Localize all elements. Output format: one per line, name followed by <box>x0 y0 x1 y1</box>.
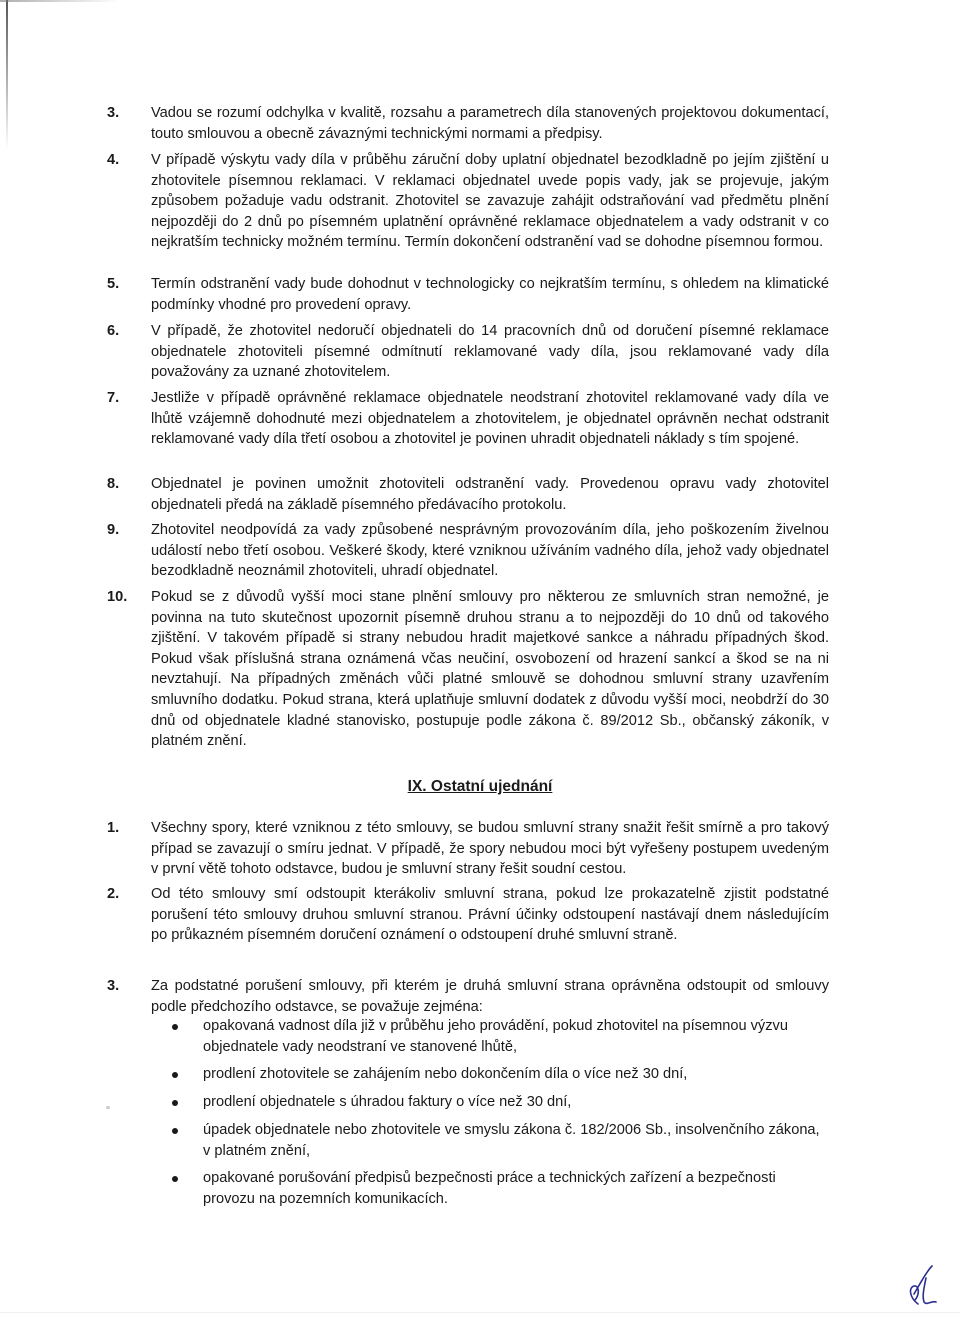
bullet-dot-icon <box>172 1176 178 1182</box>
clause-ix-2 <box>107 884 829 946</box>
clause-5 <box>107 274 829 315</box>
clause-8 <box>107 474 829 515</box>
clause-3 <box>107 103 829 144</box>
clause-text: Za podstatné porušení smlouvy, při kterém je druhá smluvní strana oprávněna odstoupit od smlouvy podle předchozího odstavce, se považuje zejména: <box>151 978 829 1015</box>
bullet-text: opakované porušování předpisů bezpečnosti práce a technických zařízení a bezpečnosti provozu na pozemních komunikacích. <box>203 1170 776 1207</box>
clause-text: Všechny spory, které vzniknou z této smlouvy, se budou smluvní strany snažit řešit smírně a pro takový případ se zavazují o smíru jednat. V případě, že spory nebudou moci být vyřešeny postupem uvedeným v první větě tohoto odstavce, budou je smluvní strany řešit soudní cestou. <box>151 820 829 878</box>
clause-number: 1. <box>107 820 120 836</box>
clause-7 <box>107 388 829 450</box>
bullet-dot-icon <box>172 1100 178 1106</box>
clause-text: Od této smlouvy smí odstoupit kterákoliv smluvní strana, pokud lze prokazatelně zjistit podstatné porušení této smlouvy druhou smluvní stranou. Právní účinky odstoupení nastávají dnem následujícím po průkazném písemném doručení oznámení o odstoupení druhé smluvní straně. <box>151 886 829 944</box>
clause-number: 3. <box>107 105 120 121</box>
clause-ix-1 <box>107 818 829 880</box>
bullet-item <box>172 1168 828 1209</box>
clause-text: Jestliže v případě oprávněné reklamace objednatele neodstraní zhotovitel reklamované vady díla ve lhůtě vzájemně dohodnuté mezi objednatelem a zhotovitelem, je objednatel oprávněn nechat odstranit reklamované vady díla třetí osobou a zhotovitel je povinen uhradit objednateli náklady s tím spojené. <box>151 390 829 448</box>
clause-6 <box>107 321 829 383</box>
clause-number: 7. <box>107 390 120 406</box>
bullet-item <box>172 1016 828 1057</box>
clause-10 <box>107 587 829 752</box>
clause-number: 6. <box>107 323 120 339</box>
scan-corner-mark <box>0 0 120 2</box>
clause-9 <box>107 520 829 582</box>
bullet-dot-icon <box>172 1128 178 1134</box>
bullet-text: prodlení objednatele s úhradou faktury o více než 30 dní, <box>203 1094 572 1110</box>
clause-number: 2. <box>107 886 120 902</box>
bullet-dot-icon <box>172 1024 178 1030</box>
clause-text: Termín odstranění vady bude dohodnut v technologicky co nejkratším termínu, s ohledem na klimatické podmínky vhodné pro provedení opravy. <box>151 276 829 313</box>
bullet-text: opakovaná vadnost díla již v průběhu jeho provádění, pokud zhotovitel na písemnou výzvu objednatele vady neodstraní ve stanovené lhůtě, <box>203 1018 788 1055</box>
bullet-item <box>172 1120 828 1161</box>
clause-text: V případě výskytu vady díla v průběhu záruční doby uplatní objednatel bezodkladně po jejím zjištění u zhotovitele písemnou reklamaci. V reklamaci objednatel uvede popis vady, jak se projevuje, jakým způsobem požaduje vadu odstranit. Zhotovitel se zavazuje zahájit odstraňování vad předmětu plnění nejpozději do 2 dnů po písemném uplatnění oprávněné reklamace objednatelem a vady odstranit v co nejkratším technicky možném termínu. Termín dokončení odstranění vad se dohodne písemnou formou. <box>151 152 829 251</box>
bullet-item <box>172 1092 828 1113</box>
scan-edge-mark <box>6 0 8 150</box>
scan-speck <box>106 1106 110 1109</box>
handwritten-initials-icon <box>900 1264 940 1308</box>
bullet-dot-icon <box>172 1072 178 1078</box>
bullet-item <box>172 1064 828 1085</box>
clause-number: 10. <box>107 589 128 605</box>
clause-text: Vadou se rozumí odchylka v kvalitě, rozsahu a parametrech díla stanovených projektovou dokumentací, touto smlouvou a obecně závaznými technickými normami a předpisy. <box>151 105 829 142</box>
clause-ix-3 <box>107 976 829 1017</box>
scan-bottom-edge <box>0 1312 960 1313</box>
clause-number: 3. <box>107 978 120 994</box>
bullet-text: úpadek objednatele nebo zhotovitele ve smyslu zákona č. 182/2006 Sb., insolvenčního zákona, v platném znění, <box>203 1122 820 1159</box>
clause-4 <box>107 150 829 253</box>
clause-text: Objednatel je povinen umožnit zhotoviteli odstranění vady. Provedenou opravu vady zhotovitel objednateli předá na základě písemného předávacího protokolu. <box>151 476 829 513</box>
clause-number: 8. <box>107 476 120 492</box>
clause-number: 5. <box>107 276 120 292</box>
clause-text: V případě, že zhotovitel nedoručí objednateli do 14 pracovních dnů od doručení písemné reklamace objednatele zhotoviteli písemné odmítnutí reklamované vady díla, jsou reklamované vady díla považovány za uznané zhotovitelem. <box>151 323 829 381</box>
section-heading: IX. Ostatní ujednání <box>407 778 553 795</box>
clause-number: 4. <box>107 152 120 168</box>
clause-number: 9. <box>107 522 120 538</box>
clause-text: Pokud se z důvodů vyšší moci stane plnění smlouvy pro některou ze smluvních stran nemožné, je povinna na tuto skutečnost upozornit písemně druhou stranu a to nejpozději do 10 dnů od takového zjištění. V takovém případě si strany nebudou hradit majetkové sankce a náhradu případných škod. Pokud však příslušná strana oznámená včas neučiní, osvobození od hrazení sankcí a škod se na ni nevztahují. Na případných změnách vůči platné smlouvě se dohodnou smluvní strany uzavřením smluvního dodatku. Pokud strana, která uplatňuje smluvní dodatek z důvodu vyšší moci, neobdrží do 30 dnů od objednatele kladné stanovisko, postupuje podle zákona č. 89/2012 Sb., občanský zákoník, v platném znění. <box>151 589 829 750</box>
clause-text: Zhotovitel neodpovídá za vady způsobené nesprávným provozováním díla, jeho poškozením živelnou událostí nebo třetí osobou. Veškeré škody, které vzniknou užíváním vadného díla, jehož vady objednatel bezodkladně neoznámil zhotoviteli, uhradí objednatel. <box>151 522 829 580</box>
bullet-text: prodlení zhotovitele se zahájením nebo dokončením díla o více než 30 dní, <box>203 1066 688 1082</box>
